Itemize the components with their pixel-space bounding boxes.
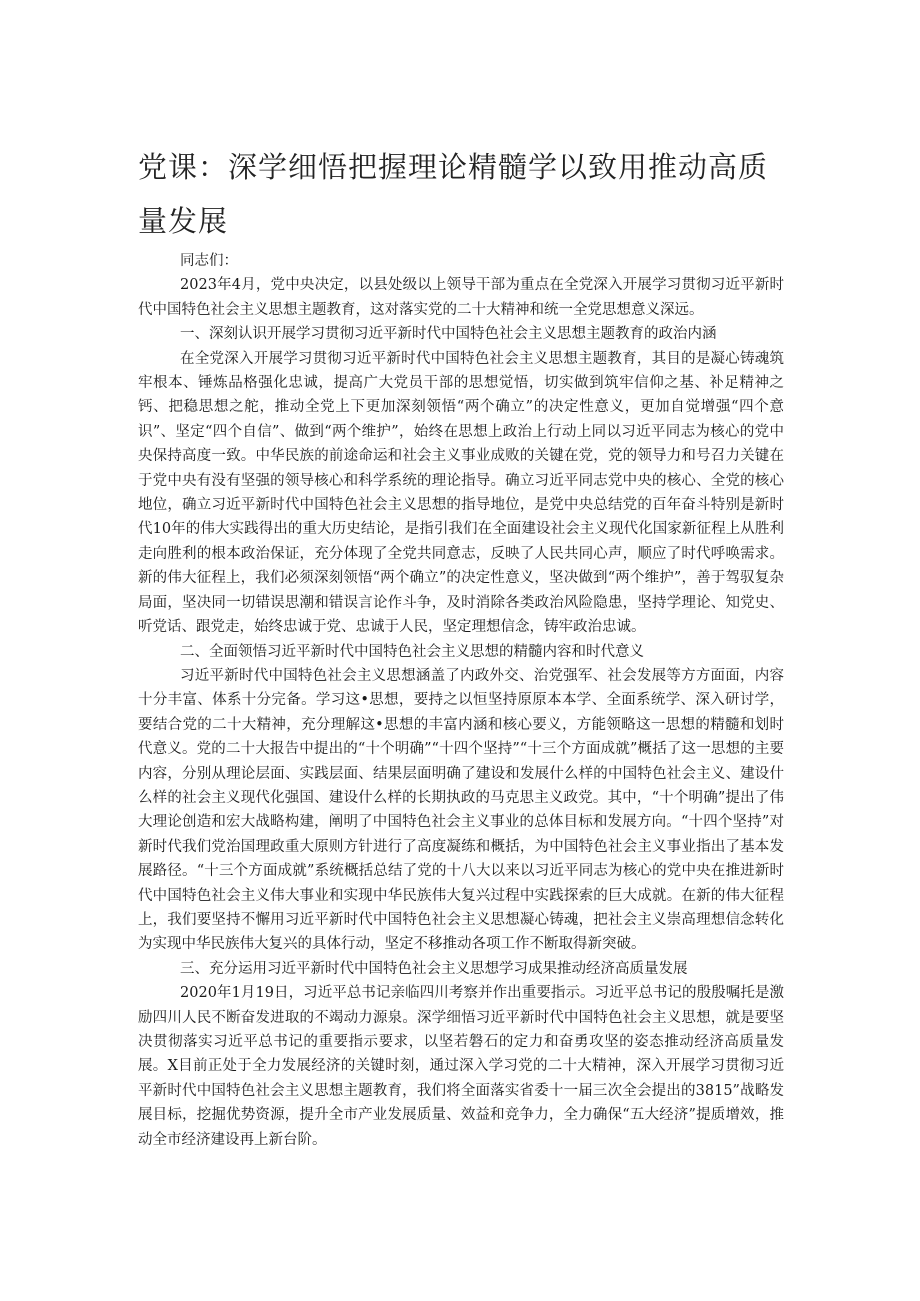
greeting: 同志们：	[180, 253, 239, 269]
document-title: 党课：深学细悟把握理论精髓学以致用推动高质量发展	[138, 150, 769, 238]
paragraph-intro: 2023年4月，党中央决定，以县处级以上领导干部为重点在全党深入开展学习贯彻习近平新时代中国特色社会主义思想主题教育，这对落实党的二十大精神和统一全党思想意义深远。	[138, 277, 784, 318]
paragraph-section-2: 习近平新时代中国特色社会主义思想涵盖了内政外交、治党强军、社会发展等方方面面，内容十分丰富、体系十分完备。学习这•思想，要持之以恒坚持原原本本学、全面系统学、深入研讨学，要结合党的二十大精神，充分理解这•思想的丰富内涵和核心要义，方能领略这一思想的精髓和划时代意义。党的二十大报告中提出的“十个明确”“十四个坚持”“十三个方面成就”概括了这一思想的主要内容，分别从理论层面、实践层面、结果层面明确了建设和发展什么样的中国特色社会主义、建设什么样的社会主义现代化强国、建设什么样的长期执政的马克思主义政党。其中，“十个明确”提出了伟大理论创造和宏大战略构建，阐明了中国特色社会主义事业的总体目标和发展方向。“十四个坚持”对新时代我们党治国理政重大原则方针进行了高度凝练和概括，为中国特色社会主义事业指出了基本发展路径。“十三个方面成就”系统概括总结了党的十八大以来以习近平同志为核心的党中央在推进新时代中国特色社会主义伟大事业和实现中华民族伟大复兴过程中实践探索的巨大成就。在新的伟大征程上，我们要坚持不懈用习近平新时代中国特色社会主义思想凝心铸魂，把社会主义崇高理想信念转化为实现中华民族伟大复兴的具体行动，坚定不移推动各项工作不断取得新突破。	[138, 667, 784, 953]
section-heading-3: 三、充分运用习近平新时代中国特色社会主义思想学习成果推动经济高质量发展	[180, 960, 688, 977]
paragraph-section-1: 在全党深入开展学习贯彻习近平新时代中国特色社会主义思想主题教育，其目的是凝心铸魂筑牢根本、锤炼品格强化忠诚，提高广大党员干部的思想觉悟，切实做到筑牢信仰之基、补足精神之钙、把稳思想之舵，推动全党上下更加深刻领悟“两个确立”的决定性意义，更加自觉增强“四个意识”、坚定“四个自信”、做到“两个维护”，始终在思想上政治上行动上同以习近平同志为核心的党中央保持高度一致。中华民族的前途命运和社会主义事业成败的关键在党，党的领导力和号召力关键在于党中央有没有坚强的领导核心和科学系统的理论指导。确立习近平同志党中央的核心、全党的核心地位，确立习近平新时代中国特色社会主义思想的指导地位，是党中央总结党的百年奋斗特别是新时代10年的伟大实践得出的重大历史结论，是指引我们在全面建设社会主义现代化国家新征程上从胜利走向胜利的根本政治保证，充分体现了全党共同意志，反映了人民共同心声，顺应了时代呼唤需求。新的伟大征程上，我们必须深刻领悟“两个确立”的决定性意义，坚决做到“两个维护”，善于驾驭复杂局面，坚决同一切错误思潮和错误言论作斗争，及时消除各类政治风险隐患，坚持学理论、知党史、听党话、跟党走，始终忠诚于党、忠诚于人民，坚定理想信念，铸牢政治忠诚。	[138, 350, 784, 636]
document-body	[138, 249, 784, 1152]
paragraph-section-3: 2020年1月19日，习近平总书记亲临四川考察并作出重要指示。习近平总书记的殷殷嘱托是激励四川人民不断奋发进取的不竭动力源泉。深学细悟习近平新时代中国特色社会主义思想，就是要坚决贯彻落实习近平总书记的重要指示要求，以坚若磐石的定力和奋勇攻坚的姿态推动经济高质量发展。X目前正处于全力发展经济的关键时刻，通过深入学习党的二十大精神，深入开展学习贯彻习近平新时代中国特色社会主义思想主题教育，我们将全面落实省委十一届三次全会提出的3815”战略发展目标，挖掘优势资源，提升全市产业发展质量、效益和竞争力，全力确保“五大经济”提质增效，推动全市经济建设再上新台阶。	[138, 985, 784, 1148]
section-heading-2: 二、全面领悟习近平新时代中国特色社会主义思想的精髓内容和时代意义	[180, 643, 645, 660]
section-heading-1: 一、深刻认识开展学习贯彻习近平新时代中国特色社会主义思想主题教育的政治内涵	[180, 326, 717, 343]
